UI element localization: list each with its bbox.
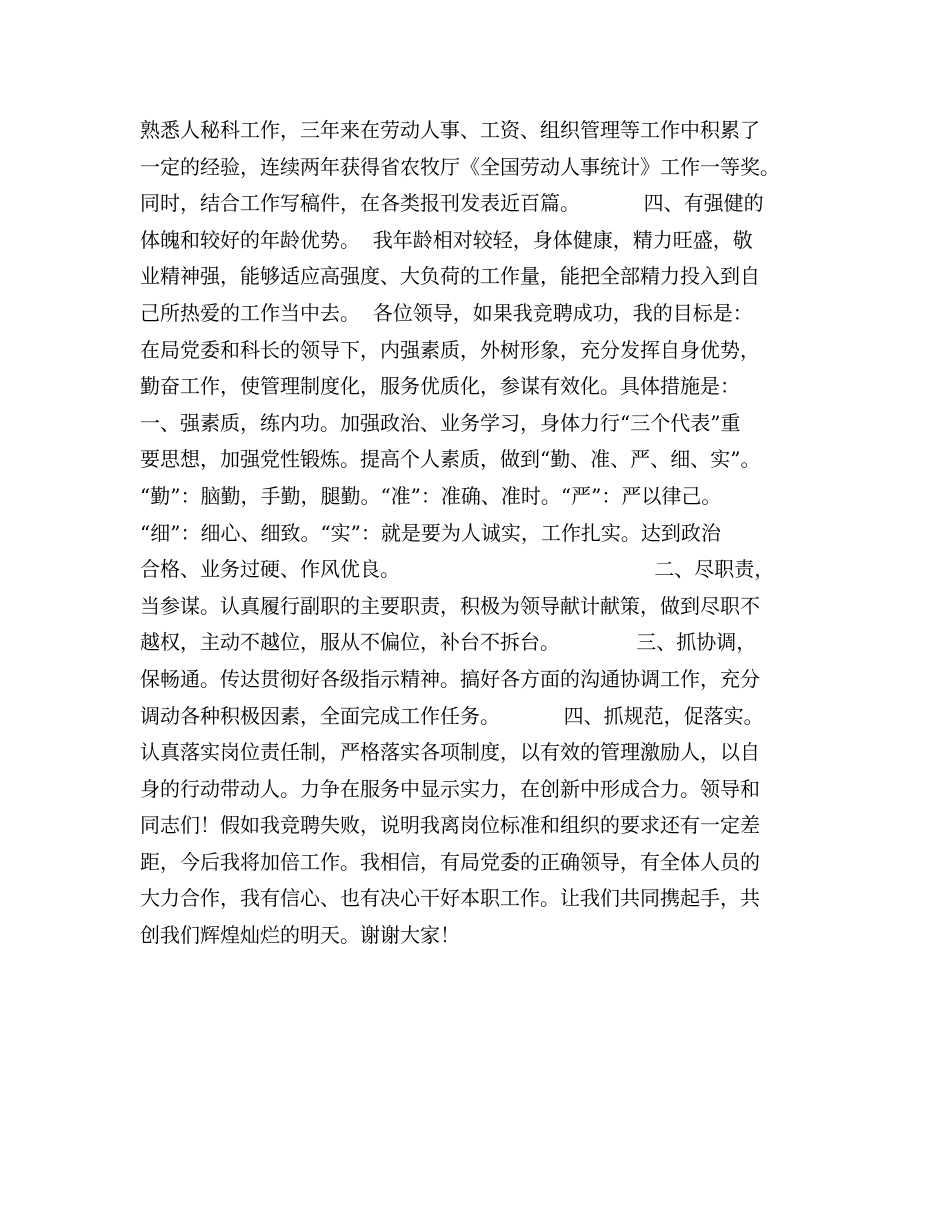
text-line: 大力合作，我有信心、也有决心干好本职工作。让我们共同携起手，共 bbox=[140, 886, 760, 911]
text-line: 勤奋工作，使管理制度化，服务优质化，参谋有效化。具体措施是： bbox=[140, 374, 740, 399]
text-line: 己所热爱的工作当中去。 各位领导，如果我竞聘成功，我的目标是： bbox=[140, 300, 753, 325]
body-text bbox=[140, 112, 830, 954]
text-line: 认真落实岗位责任制，严格落实各项制度，以有效的管理激励人，以自 bbox=[140, 740, 760, 765]
text-line: 要思想，加强党性锻炼。提高个人素质，做到“勤、准、严、细、实”。 bbox=[140, 447, 761, 472]
text-line: 创我们辉煌灿烂的明天。谢谢大家！ bbox=[140, 923, 460, 948]
text-line: 身的行动带动人。力争在服务中显示实力，在创新中形成合力。领导和 bbox=[140, 776, 760, 801]
text-line: 合格、业务过硬、作风优良。 二、尽职责， bbox=[140, 557, 775, 582]
text-line: 调动各种积极因素，全面完成工作任务。 四、抓规范，促落实。 bbox=[140, 703, 764, 728]
text-line: “勤”：脑勤，手勤，腿勤。“准”：准确、准时。“严”：严以律己。 bbox=[140, 483, 722, 508]
text-line: 一、强素质，练内功。加强政治、业务学习，身体力行“三个代表”重 bbox=[140, 410, 741, 435]
text-line: 距，今后我将加倍工作。我相信，有局党委的正确领导，有全体人员的 bbox=[140, 849, 760, 874]
text-line: 当参谋。认真履行副职的主要职责，积极为领导献计献策，做到尽职不 bbox=[140, 593, 760, 618]
text-line: 熟悉人秘科工作，三年来在劳动人事、工资、组织管理等工作中积累了 bbox=[140, 118, 760, 142]
text-line: 保畅通。传达贯彻好各级指示精神。搞好各方面的沟通协调工作，充分 bbox=[140, 666, 760, 691]
text-line: 体魄和较好的年龄优势。 我年龄相对较轻，身体健康，精力旺盛，敬 bbox=[140, 227, 753, 252]
text-line: 业精神强，能够适应高强度、大负荷的工作量，能把全部精力投入到自 bbox=[140, 264, 760, 289]
text-line: 越权，主动不越位，服从不偏位，补台不拆台。 三、抓协调， bbox=[140, 630, 757, 655]
text-line: 在局党委和科长的领导下，内强素质，外树形象，充分发挥自身优势， bbox=[140, 337, 760, 362]
text-line: 一定的经验，连续两年获得省农牧厅《全国劳动人事统计》工作一等奖。 bbox=[140, 154, 780, 179]
text-line: 同志们！假如我竞聘失败，说明我离岗位标准和组织的要求还有一定差 bbox=[140, 813, 760, 838]
text-line: “细”：细心、细致。“实”：就是要为人诚实，工作扎实。达到政治 bbox=[140, 520, 721, 545]
text-line: 同时，结合工作写稿件，在各类报刊发表近百篇。 四、有强健的 bbox=[140, 191, 764, 216]
